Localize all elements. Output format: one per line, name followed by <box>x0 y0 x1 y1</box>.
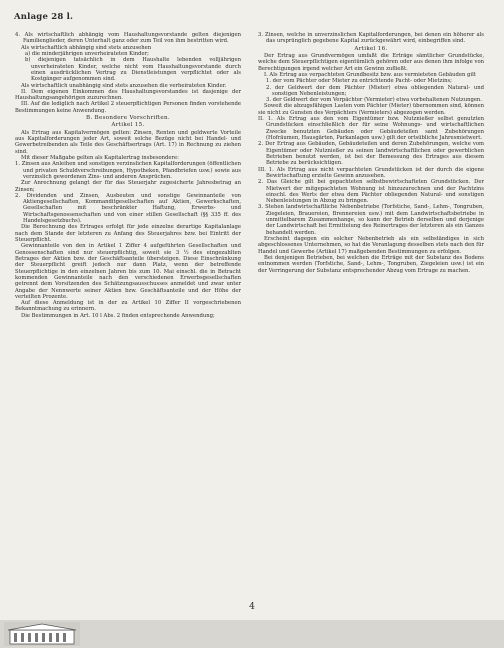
paragraph: 1. Zinsen aus Anleihen und sonstigen verzinslichen Kapitalforderungen (öffentlichen und privaten Schuldverschreibungen, Hypotheken, Pfandbriefen usw.) sowie aus verzinslich gewordenen Zins- und anderen Ansprüchen. <box>15 161 241 180</box>
right-column <box>258 32 484 274</box>
paragraph: Erscheint dagegen ein solcher Nebenbetrieb als ein selbständiges in sich abgeschlossenes Unternehmen, so hat die Veranlagung desselben stets nach den für Handel und Gewerbe (Artikel 17) maßgebenden Bestimmungen zu erfolgen. <box>258 236 484 255</box>
paragraph: Bei denjenigen Betrieben, bei welchen die Erträge mit der Substanz des Bodens entnommen werden (Torfstiche, Sand-, Lehm-, Tongruben, Ziegeleien usw.) ist ein der Verringerung der Substanz entsprechender Abzug vom Ertrage zu machen. <box>258 254 484 274</box>
paragraph: 3. der Geldwert der vom Verpächter (Vermieter) etwa vorbehaltenen Nutzungen. <box>266 97 482 104</box>
paragraph: 2. Der Ertrag aus Gebäuden, Gebäudeteilen und deren Zubehörungen, welche vom Eigentümer oder Nutznießer zu seinen landwirtschaftlichen oder gewerblichen Betrieben benutzt werden, ist bei der Bemessung des Ertrages aus diesem Betriebe zu berücksichtigen. <box>258 141 484 167</box>
section-heading: Artikel 15. <box>111 122 145 129</box>
section-heading: Artikel 16. <box>354 45 388 52</box>
paragraph: Auf diese Anmeldung ist in der zu Artikel 10 Ziffer II vorgeschriebenen Bekanntmachung zu erinnern. <box>15 300 241 313</box>
paragraph: II. Dem eigenen Einkommen des Haushaltungsvorstandes ist dasjenige der Haushaltungsangehörigen zuzurechnen. <box>15 88 241 102</box>
paragraph: III. Auf die lediglich nach Artikel 2 steuerpflichtigen Personen finden vorstehende Bestimmungen keine Anwendung. <box>15 101 241 114</box>
paragraph: Soweit die abzugsfähigen Lasten vom Pächter (Mieter) übernommen sind, können sie nicht zu Gunsten des Verpächters (Vermieters) abgezogen werden. <box>258 103 484 116</box>
library-logo-icon <box>4 622 80 646</box>
paragraph: I. Als Ertrag aus verpachteten Grundbesitz bzw. aus vermieteten Gebäuden gilt <box>264 71 476 78</box>
paragraph: II. 1. Als Ertrag aus den vom Eigentümer bzw. Nutznießer selbst genutzten Grundstücken einschließlich der für seine Wohnungs- und wirtschaftlichen Zwecke benutzten Gebäuden oder Gebäudeteilen samt Zubehörungen (Hofräumen, Hausgärten, Parkanlagen usw.) gilt der ortsübliche Jahresmietwert. <box>258 116 484 141</box>
left-column <box>15 32 241 319</box>
page-header: Anlage 28 l. <box>14 12 74 22</box>
paragraph: 2. Dividenden und Zinsen, Ausbeuten und sonstige Gewinnanteile von Aktiengesellschaften, Kommanditgesellschaften auf Aktien, Gewerkschaften, Gesellschaften mit beschränkter Haftung, Erwerbs- und Wirtschaftsgenossenschaften und von einer stillen Gesellschaft (§§ 335 ff. des Handelsgesetzbuchs). <box>15 192 241 225</box>
paragraph: b) diejenigen tatsächlich in dem Haushalte lebenden volljährigen unverheirateten Kinder, welche nicht vom Haushaltungsvorstande durch einen ausdrücklichen Vertrag zu Dienstleistungen verpflichtet oder als Kostgänger aufgenommen sind. <box>25 57 241 83</box>
paragraph: Als Ertrag aus Kapitalvermögen gelten: Zinsen, Renten und geldwerte Vorteile aus Kapitalforderungen jeder Art, soweit solche Bezüge nicht bei Handel- und Gewerbetreibenden als Teile des Geschäftsertrags (Art. 17) in Rechnung zu ziehen sind. <box>15 129 241 155</box>
paragraph: Als wirtschaftlich unabhängig sind stets anzusehen die verheirateten Kinder. <box>21 82 227 89</box>
paragraph: 3. Zinsen, welche in unverzinslichen Kapitalforderungen, bei denen ein höherer als das ursprünglich gegebene Kapital zurückgewährt wird, einbegriffen sind. <box>258 32 484 45</box>
paragraph: 2. der Geldwert der dem Pächter (Mieter) etwa obliegenden Natural- und sonstigen Nebenleistungen; <box>266 84 484 97</box>
paragraph: Die Berechnung des Ertrages erfolgt für jede einzelne derartige Kapitalanlage nach dem Stande der letzteren zu Anfang des Steuerjahres bzw. bei Eintritt der Steuerpflicht. <box>15 224 241 243</box>
paragraph: 4. Als wirtschaftlich abhängig vom Haushaltungsvorstande gelten diejenigen Familienglieder, deren Unterhalt ganz oder zum Teil von ihm bestritten wird. <box>15 32 241 45</box>
paragraph: Die Bestimmungen in Art. 10 l Abs. 2 finden entsprechende Anwendung; <box>21 312 215 319</box>
paragraph: a) die minderjährigen unverheirateten Kinder; <box>25 50 149 57</box>
paragraph: 3. Stehen landwirtschaftliche Nebenbetriebe (Torfstiche, Sand-, Lehm-, Tongruben, Ziegeleien, Brauereien, Brennereien usw.) mit dem Landwirtschaftsbetriebe in unmittelbarem Zusammenhange, so kann der Betrieb derselben und derjenige der Landwirtschaft bei Ermittelung des Reinertrages der letzteren als ein Ganzes behandelt werden. <box>258 204 484 236</box>
paragraph: III. 1. Als Ertrag aus nicht verpachteten Grundstücken ist der durch die eigene Bewirtschaftung erzielte Gewinn anzusehen. <box>258 166 484 179</box>
paragraph: Als wirtschaftlich abhängig sind stets anzusehen <box>21 44 152 51</box>
paragraph: 2. Das Gleiche gilt bei gepachteten selbstbewirtschafteten Grundstücken. Der Mietwert der mitgepachteten Wohnung ist hinzuzurechnen und der Pachtzins einschl. des Werts der etwa dem Pächter obliegenden Natural- und sonstigen Nebenleistungen in Abzug zu bringen. <box>258 179 484 205</box>
paragraph: Zur Anrechnung gelangt der für das Steuerjahr zugesicherte Jahresbetrag an Zinsen; <box>15 180 241 193</box>
paragraph: Gewinnanteile von den in Artikel 1 Ziffer 4 aufgeführten Gesellschaften und Genossenschaften sind nur steuerpflichtig, soweit sie 3 ½ des eingezahlten Betrages der Aktien bzw. der Geschäftsanteile übersteigen. Diese Einschränkung der Steuerpflicht greift jedoch nur dann Platz, wenn der betreffende Steuerpflichtige in den einzelnen Jahren bis zum 10. Mai einschl. die in Betracht kommenden Gewinnanteile nach den verschiedenen Erwerbsgesellschaften getrennt dem Vorsitzenden des Schätzungsausschusses anmeldet und zwar unter Angabe der Nennwerte seiner Aktien bzw. Geschäftsanteile und der Höhe der verteilten Prozente. <box>15 243 241 300</box>
page-number: 4 <box>249 602 255 612</box>
section-heading: B. Besondere Vorschriften. <box>85 115 171 122</box>
paragraph: 1. der vom Pächter oder Mieter zu entrichtende Pacht- oder Mietzins; <box>266 78 452 85</box>
paragraph: Mit dieser Maßgabe gelten als Kapitalertrag insbesondere: <box>21 154 179 161</box>
paragraph: Der Ertrag aus Grundvermögen umfaßt die Erträge sämtlicher Grundstücke, welche dem Steuerpflichtigen eigentümlich gehören oder aus denen ihm infolge von Berechtigungen irgend welcher Art ein Gewinn zufließt. <box>258 52 484 72</box>
